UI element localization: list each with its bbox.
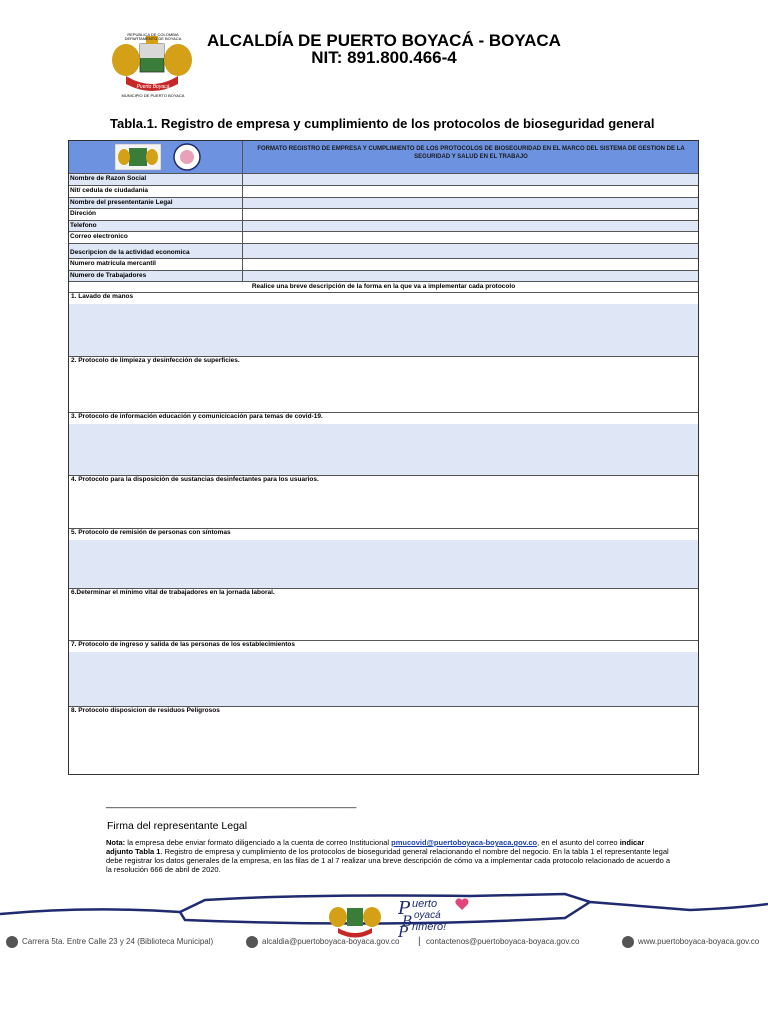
note-email-link[interactable]: pmucovid@puertoboyaca-boyaca.gov.co	[391, 838, 538, 847]
protocol-label: 4. Protocolo para la disposición de sustancias desinfectantes para los usuarios.	[71, 476, 319, 483]
field-input[interactable]	[244, 271, 698, 281]
note-bold-mid: indicar adjunto Tabla 1	[106, 838, 645, 856]
field-input[interactable]	[244, 232, 698, 243]
globe-icon	[622, 936, 634, 948]
svg-text:P: P	[398, 923, 409, 938]
footer-contacts	[6, 936, 762, 952]
protocol-answer-area[interactable]	[69, 487, 698, 528]
protocol-label: 7. Protocolo de ingreso y salida de las personas de los establecimientos	[71, 641, 295, 648]
protocol-answer-area[interactable]	[69, 368, 698, 412]
field-label: Correo electronico	[69, 232, 243, 243]
protocol-label: 3. Protocolo de información educación y comunicicación para temas de covid-19.	[71, 413, 323, 420]
protocol-answer-area[interactable]	[69, 424, 698, 475]
footer-website[interactable]: www.puertoboyaca-boyaca.gov.co	[638, 937, 760, 946]
protocol-section	[69, 413, 698, 476]
protocol-label: 8. Protocolo disposicion de residuos Peligrosos	[71, 707, 220, 714]
form-header	[69, 141, 698, 174]
protocol-section	[69, 641, 698, 707]
protocol-label: 2. Protocolo de limpieza y desinfección de superficies.	[71, 357, 240, 364]
field-row	[69, 186, 698, 198]
form-header-logos	[69, 141, 243, 173]
field-input[interactable]	[244, 198, 698, 208]
field-label: Nombre de Razon Social	[69, 174, 243, 185]
field-input[interactable]	[244, 186, 698, 197]
field-input[interactable]	[244, 259, 698, 270]
note-paragraph	[106, 838, 672, 874]
field-row	[69, 244, 698, 259]
page-title: ALCALDÍA DE PUERTO BOYACÁ - BOYACA	[207, 31, 561, 50]
registration-form	[68, 140, 699, 775]
slogan-line-2: oyacá	[414, 910, 441, 921]
protocol-section	[69, 707, 698, 774]
note-text-2: , en el asunto del correo	[537, 838, 620, 847]
field-input[interactable]	[244, 209, 698, 220]
field-row	[69, 174, 698, 186]
field-row	[69, 232, 698, 244]
location-pin-icon	[6, 936, 18, 948]
signature-line[interactable]: _____________________________________________	[106, 798, 357, 809]
field-label: Nit/ cedula de ciudadania	[69, 186, 243, 197]
footer-crest	[326, 900, 384, 940]
footer-email-2[interactable]: contactenos@puertoboyaca-boyaca.gov.co	[426, 937, 580, 946]
protocol-answer-area[interactable]	[69, 600, 698, 640]
field-label: Numero de Trabajadores	[69, 271, 243, 281]
heart-icon	[454, 896, 470, 912]
footer-address: Carrera 5ta. Entre Calle 23 y 24 (Biblioteca Municipal)	[22, 937, 214, 946]
field-input[interactable]	[244, 174, 698, 185]
protocol-section	[69, 476, 698, 529]
field-label: Direción	[69, 209, 243, 220]
crest-bottom-text: MUNICIPIO DE PUERTO BOYACA	[121, 93, 185, 98]
footer-separator: |	[418, 936, 421, 947]
field-input[interactable]	[244, 221, 698, 231]
slogan-logo	[398, 896, 478, 938]
svg-text:P: P	[398, 898, 411, 919]
protocol-section	[69, 589, 698, 641]
field-input[interactable]	[244, 244, 698, 258]
crest-top-text: REPUBLICA DE COLOMBIA DEPARTAMENTO DE BOYACA	[124, 32, 182, 41]
footer-wave	[0, 880, 768, 940]
svg-text:B: B	[402, 914, 413, 930]
field-row	[69, 221, 698, 232]
field-row	[69, 209, 698, 221]
slogan-line-3: rimero!	[412, 921, 447, 933]
field-label: Numero matricula mercantil	[69, 259, 243, 270]
note-text-1: la empresa debe enviar formato diligenciado a la cuenta de correo Institucional	[125, 838, 392, 847]
protocol-answer-area[interactable]	[69, 718, 698, 773]
instruction-row	[69, 282, 698, 293]
slogan-line-1: uerto	[412, 898, 438, 910]
protocol-section	[69, 529, 698, 589]
field-label: Descripcion de la actividad economica	[69, 244, 243, 258]
protocol-section	[69, 357, 698, 413]
note-text-3: . Registro de empresa y cumplimiento de los protocolos de bioseguridad general relacionando el nombre del negocio. En la tabla 1 el representante legal debe registrar los datos generales de la empresa, en las filas de 1 al 7 realizar una breve descripción de cómo va a implementar cada protocolo relacionado de acuerdo a la resolución 666 de abril de 2020.	[106, 847, 671, 874]
protocol-answer-area[interactable]	[69, 540, 698, 588]
field-row	[69, 271, 698, 282]
form-header-text: FORMATO REGISTRO DE EMPRESA Y CUMPLIMIENTO DE LOS PROTOCOLOS DE BIOSEGURIDAD EN EL MARCO DEL SISTEMA DE GESTION DE LA SEGURIDAD Y SALUD EN EL TRABAJO	[257, 146, 685, 160]
protocol-answer-area[interactable]	[69, 304, 698, 356]
protocol-label: 1. Lavado de manos	[71, 293, 134, 300]
footer-email-1[interactable]: alcaldia@puertoboyaca-boyaca.gov.co	[262, 937, 400, 946]
protocol-section	[69, 293, 698, 357]
protocol-label: 6.Determinar el mínimo vital de trabajadores en la jornada laboral.	[71, 589, 275, 596]
field-label: Telefono	[69, 221, 243, 231]
nit-text: NIT: 891.800.466-4	[311, 48, 457, 67]
protocol-label: 5. Protocolo de remisión de personas con síntomas	[71, 529, 231, 536]
field-row	[69, 259, 698, 271]
table-title: Tabla.1. Registro de empresa y cumplimiento de los protocolos de bioseguridad general	[110, 116, 655, 131]
field-label: Nombre del presententanie Legal	[69, 198, 243, 208]
crest-banner-text: Puerto Boyacá	[136, 84, 170, 90]
field-row	[69, 198, 698, 209]
protocol-answer-area[interactable]	[69, 652, 698, 706]
note-bold-start: Nota:	[106, 838, 126, 847]
mail-icon	[246, 936, 258, 948]
signature-label: Firma del representante Legal	[107, 820, 248, 832]
instruction-text: Realice una breve descripción de la forma en la que va a implementar cada protocolo	[251, 283, 516, 290]
